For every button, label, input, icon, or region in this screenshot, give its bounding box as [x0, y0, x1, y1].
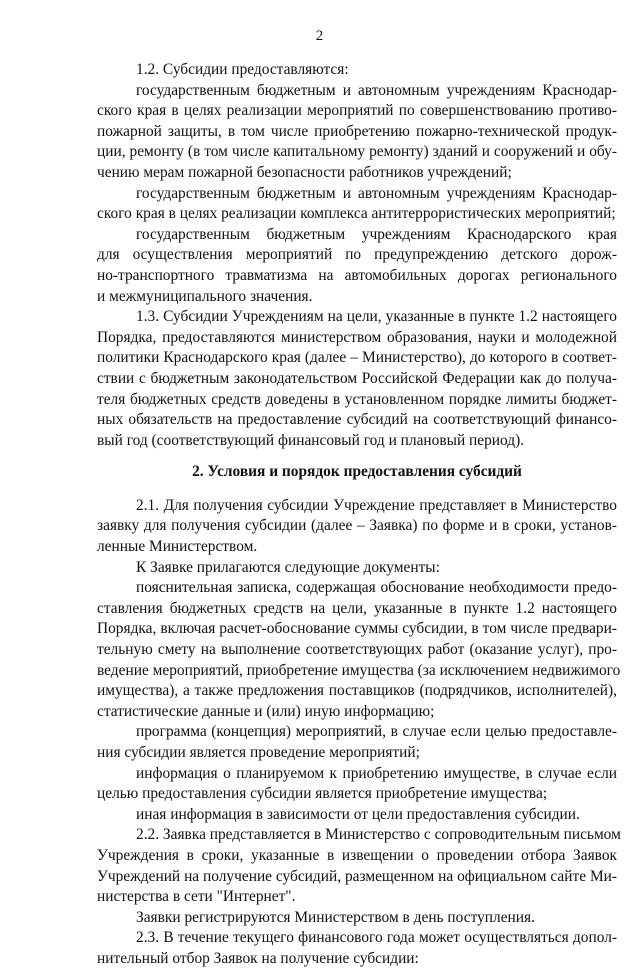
- page-number: 2: [315, 28, 324, 44]
- text-line: государственным бюджетным и автономным учреждениям Краснодар-: [136, 184, 617, 202]
- section-2-heading: 2. Условия и порядок предоставления субсидий: [192, 463, 522, 481]
- text-line: ния субсидии является проведение мероприятий;: [97, 744, 420, 761]
- text-line: и межмуниципального значения.: [97, 287, 313, 305]
- text-line: статистические данные и (или) иную информацию;: [97, 702, 435, 720]
- text-line: чению мерам пожарной безопасности работников учреждений;: [97, 163, 512, 181]
- text-line: 1.3. Субсидии Учреждениям на цели, указанные в пункте 1.2 настоящего: [136, 308, 617, 326]
- text-line: политики Краснодарского края (далее – Министерство), до которого в соответ-: [97, 349, 617, 367]
- text-line: программа (концепция) мероприятий, в случае если целью предоставле-: [136, 723, 617, 741]
- text-line: тельную смету на выполнение соответствующих работ (оказание услуг), про-: [97, 641, 617, 659]
- text-line: ведение мероприятий, приобретение имущества (за исключением недвижимого: [97, 661, 621, 679]
- text-line: ленные Министерством.: [97, 538, 258, 556]
- section-1-text: [97, 60, 617, 451]
- text-line: 2.3. В течение текущего финансового года может осуществляться допол-: [136, 929, 617, 947]
- text-line: нительный отбор Заявок на получение субсидии:: [97, 949, 419, 967]
- text-line: Заявки регистрируются Министерством в день поступления.: [136, 908, 535, 926]
- text-line: 1.2. Субсидии предоставляются:: [136, 61, 349, 78]
- text-line: информация о планируемом к приобретению имуществе, в случае если: [136, 764, 617, 782]
- text-line: Порядка, включая расчет-обоснование суммы субсидии, в том числе предвари-: [97, 620, 617, 638]
- text-line: ции, ремонту (в том числе капитальному ремонту) зданий и сооружений и обу-: [97, 143, 617, 161]
- text-line: теля бюджетных средств доведены в установленном порядке лимиты бюджет-: [97, 390, 617, 408]
- text-line: вый год (соответствующий финансовый год и плановый период).: [97, 431, 525, 449]
- text-line: Учреждения в сроки, указанные в извещении о проведении отбора Заявок: [97, 846, 617, 864]
- document-body: [97, 60, 621, 970]
- text-line: пожарной защиты, в том числе приобретению пожарно-технической продук-: [97, 122, 617, 140]
- text-line: ствии с бюджетным законодательством Российской Федерации как до получа-: [97, 369, 617, 387]
- text-line: ных обязательств на предоставление субсидий на соответствующий финансо-: [97, 411, 617, 429]
- text-line: Учреждений на получение субсидий, размещенном на официальном сайте Ми-: [97, 867, 617, 885]
- text-line: для осуществления мероприятий по предупреждению детского дорож-: [97, 246, 617, 264]
- text-line: ского края в целях реализации комплекса антитеррористических мероприятий;: [97, 205, 616, 223]
- text-line: нистерства в сети "Интернет".: [97, 888, 296, 906]
- text-line: Порядка, предоставляются министерством образования, науки и молодежной: [97, 328, 617, 346]
- text-line: но-транспортного травматизма на автомобильных дорогах регионального: [97, 266, 617, 284]
- text-line: ского края в целях реализации мероприятий по совершенствованию противо-: [97, 102, 617, 120]
- text-line: 2.2. Заявка представляется в Министерство с сопроводительным письмом: [136, 826, 621, 844]
- text-line: ставления бюджетных средств на цели, указанные в пункте 1.2 настоящего: [97, 599, 617, 617]
- text-line: имущества), а также предложения поставщиков (подрядчиков, исполнителей),: [97, 682, 617, 700]
- text-line: К Заявке прилагаются следующие документы:: [136, 558, 440, 576]
- text-line: иная информация в зависимости от цели предоставления субсидии.: [136, 805, 580, 823]
- text-line: целью предоставления субсидии является приобретение имущества;: [97, 785, 548, 803]
- text-line: государственным бюджетным учреждениям Краснодарского края: [136, 225, 617, 243]
- text-line: государственным бюджетным и автономным учреждениям Краснодар-: [136, 81, 617, 99]
- section-2-text: [97, 496, 621, 970]
- text-line: заявку для получения субсидии (далее – Заявка) по форме и в сроки, установ-: [97, 517, 617, 535]
- text-line: 2.1. Для получения субсидии Учреждение представляет в Министерство: [136, 496, 617, 514]
- text-line: пояснительная записка, содержащая обоснование необходимости предо-: [136, 579, 617, 597]
